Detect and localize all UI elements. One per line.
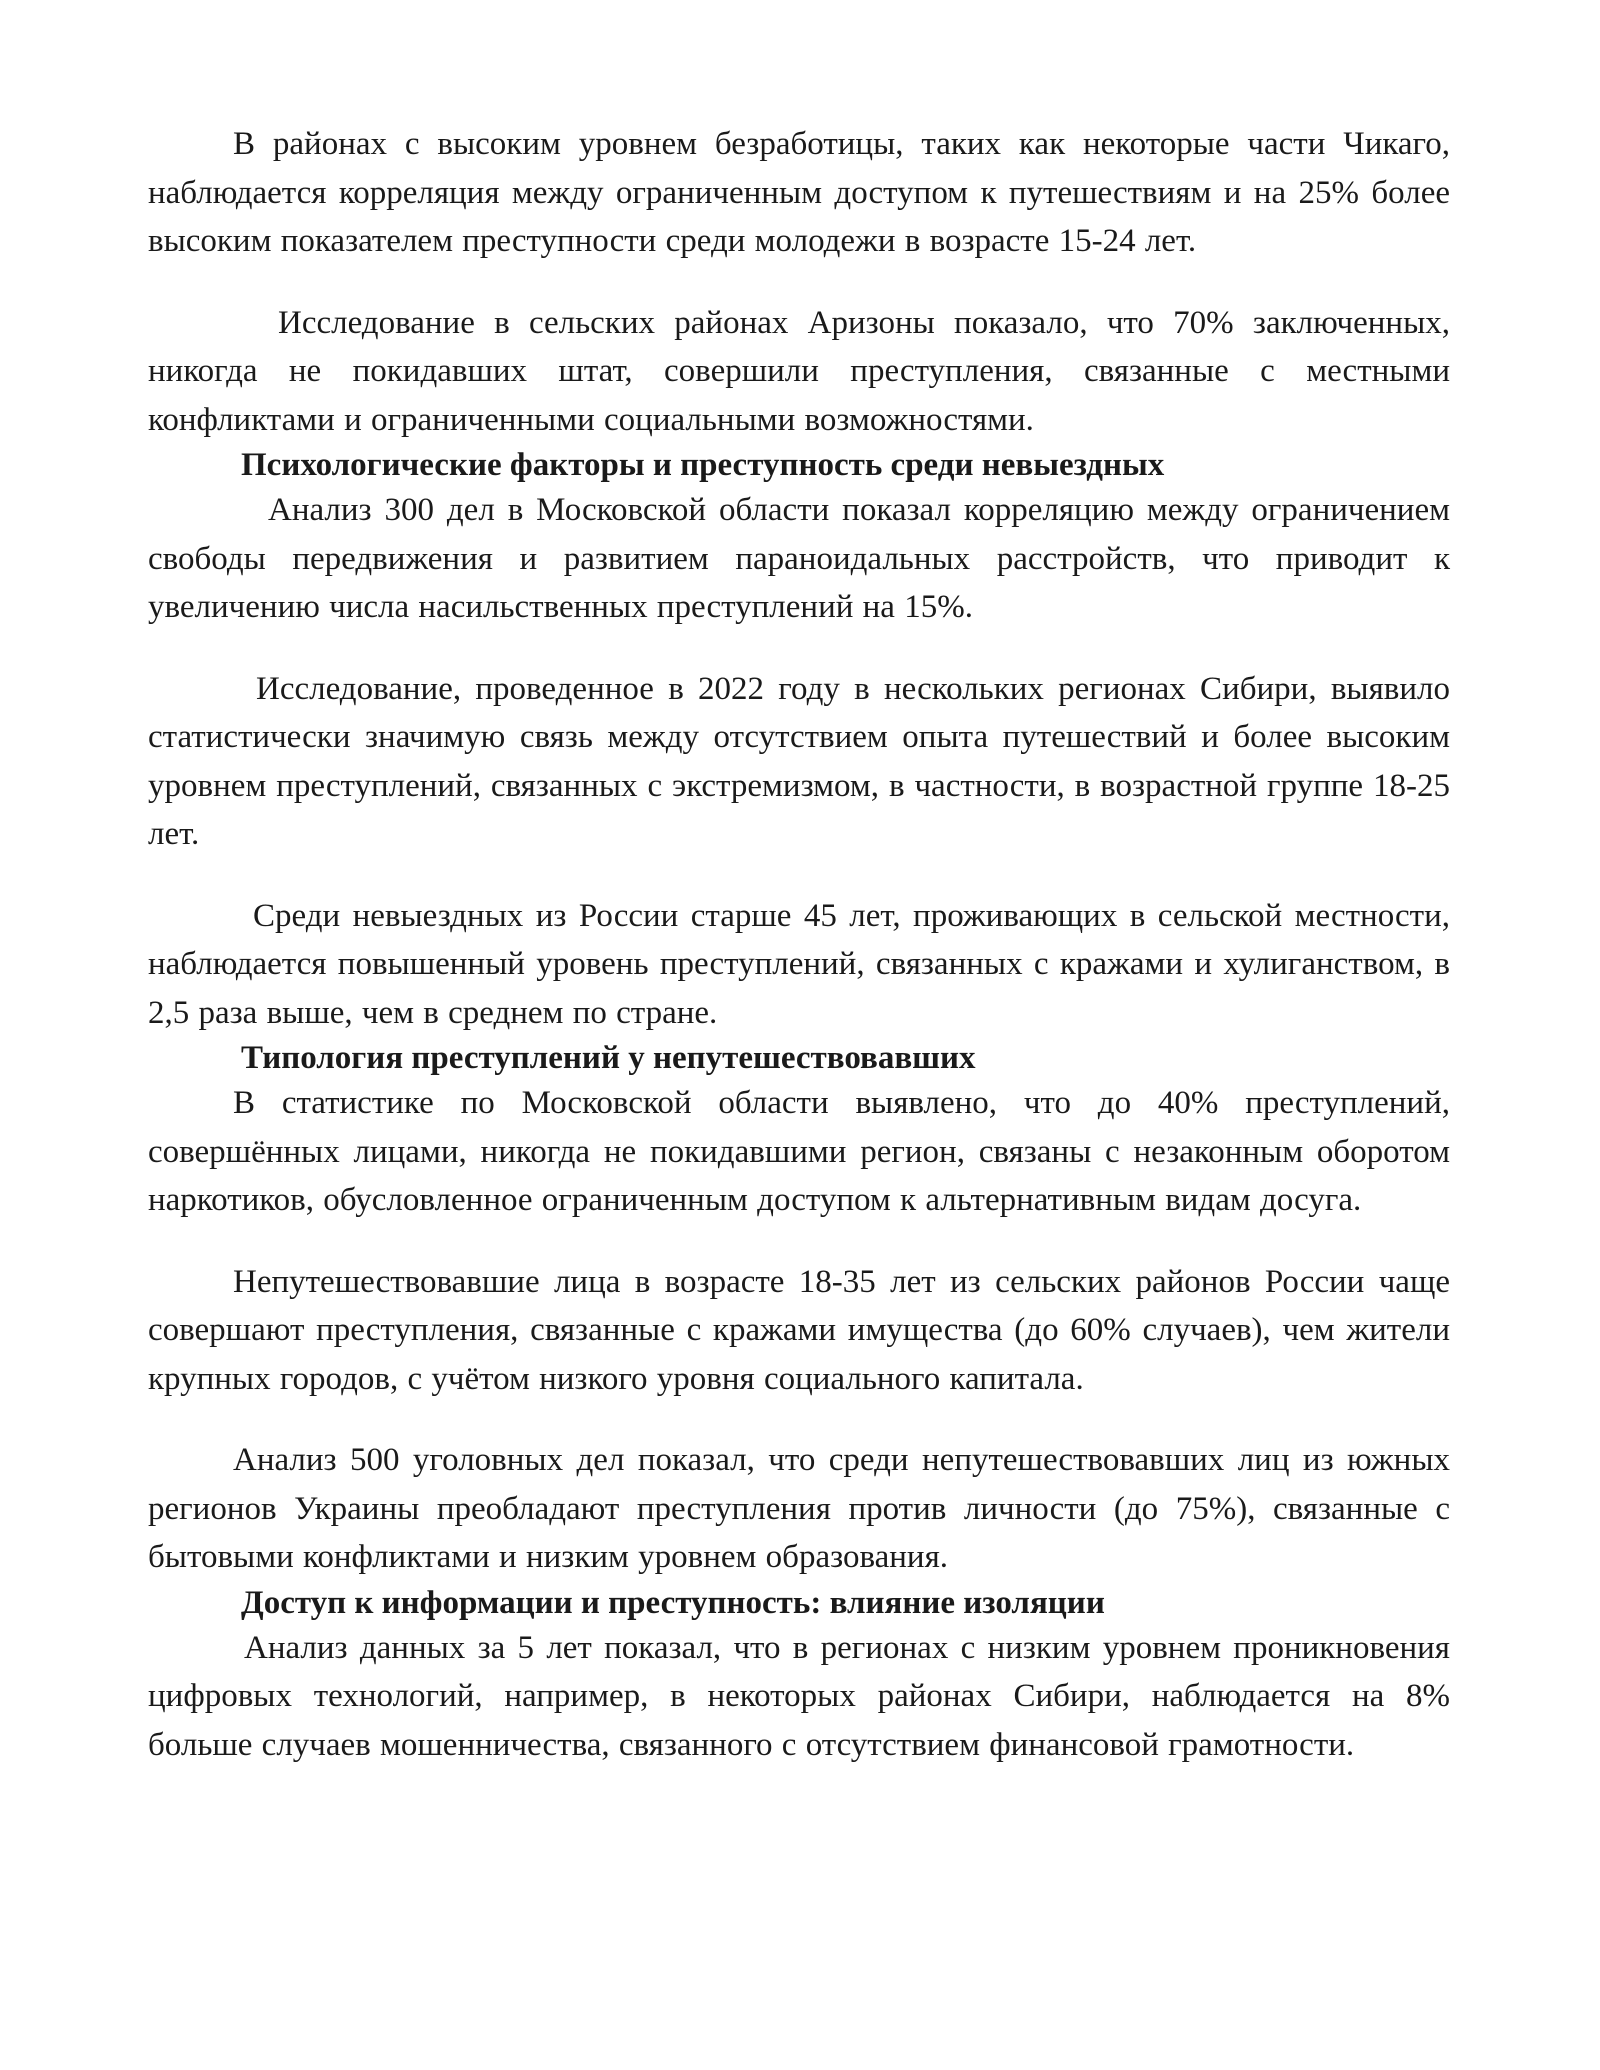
paragraph-arizona-study: Исследование в сельских районах Аризоны показало, что 70% заключенных, никогда не покидавших штат, совершили преступления, связанные с местными конфликтами и ограниченными социальными возможностями. [148, 304, 1450, 438]
document-body [148, 120, 1450, 1769]
paragraph-siberia-study: Исследование, проведенное в 2022 году в нескольких регионах Сибири, выявило статистически значимую связь между отсутствием опыта путешествий и более высоким уровнем преступлений, связанных с экстремизмом, в частности, в возрастной группе 18-25 лет. [148, 670, 1450, 852]
paragraph-moscow-drug-trafficking: В статистике по Московской области выявлено, что до 40% преступлений, совершённых лицами, никогда не покидавшими регион, связаны с незаконным оборотом наркотиков, обусловленное ограниченным доступом к альтернативным видам досуга. [148, 1085, 1450, 1218]
paragraph-unemployment-chicago: В районах с высоким уровнем безработицы, таких как некоторые части Чикаго, наблюдается корреляция между ограниченным доступом к путешествиям и на 25% более высоким показателем преступности среди молодежи в возрасте 15-24 лет. [148, 126, 1450, 259]
paragraph-rural-18-35-theft: Непутешествовавшие лица в возрасте 18-35 лет из сельских районов России чаще совершают преступления, связанные с кражами имущества (до 60% случаев), чем жители крупных городов, с учётом низкого уровня социального капитала. [148, 1263, 1450, 1397]
section-heading-crime-typology: Типология преступлений у непутешествовавших [241, 1040, 976, 1076]
paragraph-moscow-region-analysis: Анализ 300 дел в Московской области показал корреляцию между ограничением свободы передвижения и развитием параноидальных расстройств, что приводит к увеличению числа насильственных преступлений на 15%. [148, 492, 1450, 625]
paragraph-rural-over-45: Среди невыездных из России старше 45 лет, проживающих в сельской местности, наблюдается повышенный уровень преступлений, связанных с кражами и хулиганством, в 2,5 раза выше, чем в среднем по стране. [148, 897, 1450, 1031]
paragraph-digital-penetration-fraud: Анализ данных за 5 лет показал, что в регионах с низким уровнем проникновения цифровых технологий, например, в некоторых районах Сибири, наблюдается на 8% больше случаев мошенничества, связанного с отсутствием финансовой грамотности. [148, 1629, 1450, 1763]
section-heading-psychological-factors: Психологические факторы и преступность среди невыездных [241, 447, 1165, 483]
paragraph-ukraine-criminal-cases: Анализ 500 уголовных дел показал, что среди непутешествовавших лиц из южных регионов Украины преобладают преступления против личности (до 75%), связанные с бытовыми конфликтами и низким уровнем образования. [148, 1442, 1450, 1575]
section-heading-information-access: Доступ к информации и преступность: влияние изоляции [241, 1584, 1105, 1621]
